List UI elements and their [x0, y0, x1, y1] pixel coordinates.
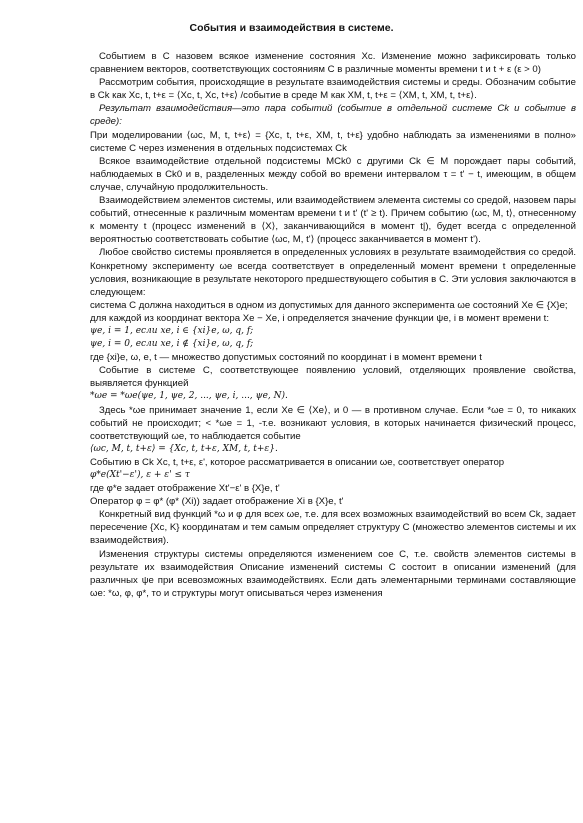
document-title: События и взаимодействия в системе.	[189, 22, 394, 34]
paragraph: Событию в Ck Xc, t, t+ε, ε', которое рассматривается в описании ωe, соответствует оператор	[90, 456, 505, 468]
paragraph: При моделировании ⟨ωc, M, t, t+ε⟩ = {Xc, t, t+ε, XM, t, t+ε} удобно наблюдать за изменениями в полно» системе С через изменения в отдельных подсистемах Ck	[90, 129, 576, 154]
paragraph: Взаимодействием элементов системы, или взаимодействием элемента системы со средой, назовем пары событий, отнесенные к различным моментам времени t и t' (t' ≥ t). Причем событию ⟨ωc, M, t⟩, отнесенному к моменту t (процесс изменений в ⟨X⟩, заканчивающийся в момент t|), будет всегда с определенной вероятностью соответствовать событие ⟨ωc, M, t'⟩ (процесс заканчивается в момент t').	[90, 195, 576, 246]
paragraph: Изменения структуры системы определяются изменением coe С, т.е. свойств элементов системы в результате их взаимодействия Описание изменений системы С состоит в описании изменений (для различных ψe при всевозможных взаимодействиях. Если дать элементарными терминами составляющие ωe: *ω, φ, φ*, то и структуры могут описываться через изменения	[90, 548, 576, 599]
paragraph: где {xi}e, ω, e, t — множество допустимых состояний по координат i в момент времени t	[90, 352, 482, 364]
paragraph: система С должна находиться в одном из допустимых для данного эксперимента ωe состояний Xe ∈ {X}e;	[90, 299, 568, 311]
paragraph: Всякое взаимодействие отдельной подсистемы MCk0 с другими Ck ∈ M порождает пары событий, наблюдаемых в Ck0 и в, разделенных между собой во времени интервалом τ = t' − t, имеющим, в общем случае, случайную продолжительность.	[90, 155, 576, 193]
formula: φ*e(Xt'−ε'), ε + ε' ≤ τ	[90, 470, 190, 480]
formula: *ωe = *ωe(ψe, 1, ψe, 2, ..., ψe, i, ..., ψe, N).	[90, 391, 288, 402]
document-body	[90, 50, 576, 600]
paragraph: Событием в С назовем всякое изменение состояния Xc. Изменение можно зафиксировать только сравнением векторов, соответствующих состояниям С в различные моменты времени t и t + ε (ε > 0)	[90, 51, 576, 76]
formula: ⟨ωc, M, t, t+ε⟩ = {Xc, t, t+ε, XM, t, t+ε}.	[90, 443, 278, 454]
paragraph: Рассмотрим события, происходящие в результате взаимодействия системы и среды. Обозначим событие в Ck как Xc, t, t+ε = ⟨Xc, t, Xc, t+ε⟩ /событие в среде M как XM, t, t+ε = ⟨XM, t, XM, t, t+ε⟩.	[90, 77, 576, 102]
paragraph: где φ*e задает отображение Xt'−ε' в {X}e, t'	[90, 483, 280, 495]
paragraph: для каждой из координат вектора Xe − Xe, i определяется значение функции ψe, i в момент времени t:	[90, 312, 550, 324]
paragraph: Здесь *ωe принимает значение 1, если Xe ∈ ⟨Xe⟩, и 0 — в противном случае. Если *ωe = 0, то никаких событий не происходит; < *ωe = 1, -т.е. возникают условия, в которых начинается физический процесс, соответствующий ωe, то наблюдается событие	[90, 404, 576, 442]
paragraph: Любое свойство системы проявляется в определенных условиях в результате взаимодействия со средой. Конкретному эксперименту ωe всегда соответствует в определенный момент времени t определенные условия, возникающие в результате некоторого предшествующего события в С. Эти условия заключаются в следующем:	[90, 247, 576, 298]
paragraph: Конкретный вид функций *ω и φ для всех ωe, т.е. для всех возможных взаимодействий во всем Ck, задает пересечение {Xc, K} координатам и тем самым определяет структуру С (множество элементов системы и их взаимодействия).	[90, 509, 576, 547]
paragraph: Результат взаимодействия—это пара событий (событие в отдельной системе Ck и событие в среде):	[90, 103, 576, 128]
formula: ψe, i = 0, если xe, i ∉ {xi}e, ω, q, f;	[90, 339, 254, 350]
formula: ψe, i = 1, если xe, i ∈ {xi}e, ω, q, f;	[90, 325, 254, 336]
paragraph: Событие в системе С, соответствующее появлению условий, отделяющих проявление свойства, выявляется функцией	[90, 365, 576, 390]
paragraph: Оператор φ = φ* (φ* (Xi)) задает отображение Xi в {X}e, t'	[90, 496, 344, 508]
